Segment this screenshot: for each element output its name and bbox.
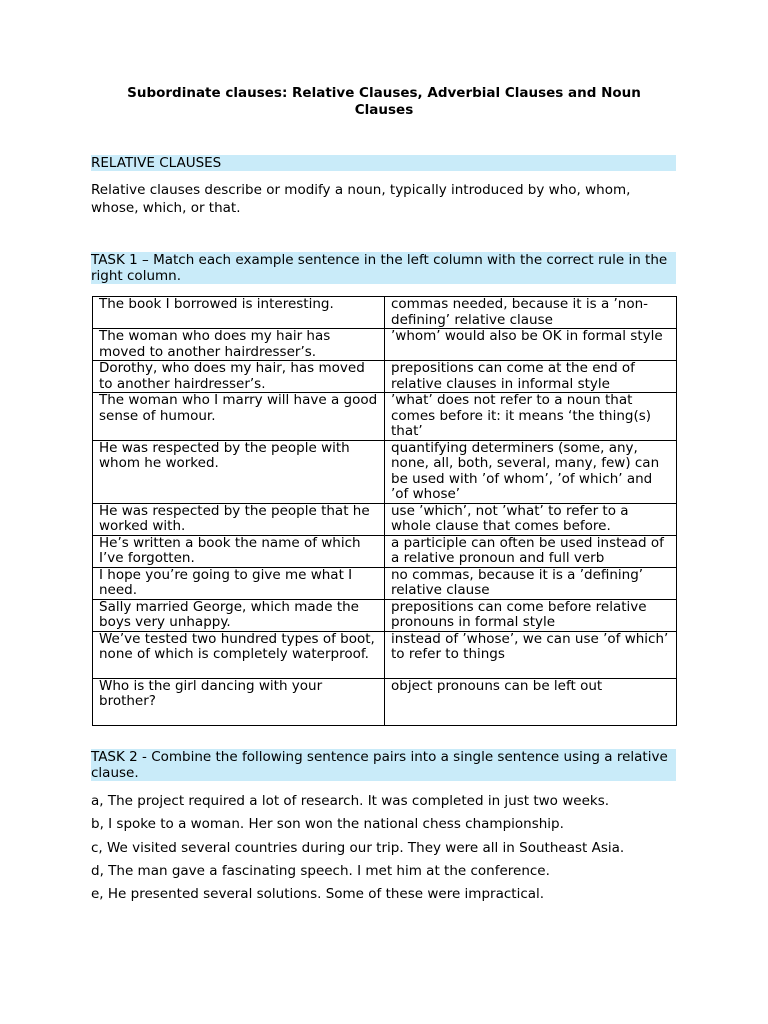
table-row [93, 567, 677, 599]
table-row [93, 599, 677, 631]
task2-instruction: TASK 2 - Combine the following sentence pairs into a single sentence using a relative clause. [91, 749, 676, 781]
table-row [93, 329, 677, 361]
table-row [93, 440, 677, 503]
example-cell: We’ve tested two hundred types of boot, none of which is completely waterproof. [93, 631, 385, 678]
table-row [93, 361, 677, 393]
rule-cell: ’what’ does not refer to a noun that comes before it: it means ‘the thing(s) that’ [385, 393, 677, 441]
task2-sentence: d, The man gave a fascinating speech. I met him at the conference. [91, 863, 550, 879]
intro-paragraph: Relative clauses describe or modify a noun, typically introduced by who, whom, whose, which, or that. [91, 182, 631, 216]
example-cell: He’s written a book the name of which I’ve forgotten. [93, 535, 385, 567]
rule-cell: ’whom’ would also be OK in formal style [385, 329, 677, 361]
rule-cell: use ’which’, not ’what’ to refer to a whole clause that comes before. [385, 503, 677, 535]
example-cell: Dorothy, who does my hair, has moved to another hairdresser’s. [93, 361, 385, 393]
example-cell: The woman who does my hair has moved to another hairdresser’s. [93, 329, 385, 361]
task1-matching-table [92, 296, 677, 726]
rule-cell: prepositions can come before relative pronouns in formal style [385, 599, 677, 631]
rule-cell: commas needed, because it is a ’non-defining’ relative clause [385, 297, 677, 329]
rule-cell: instead of ’whose’, we can use ’of which’ to refer to things [385, 631, 677, 678]
rule-cell: a participle can often be used instead of a relative pronoun and full verb [385, 535, 677, 567]
table-row [93, 297, 677, 329]
task2-sentence: b, I spoke to a woman. Her son won the national chess championship. [91, 816, 564, 832]
rule-cell: quantifying determiners (some, any, none, all, both, several, many, few) can be used with ’of whom’, ’of which’ and ’of whose’ [385, 440, 677, 503]
example-cell: I hope you’re going to give me what I need. [93, 567, 385, 599]
task2-sentence: e, He presented several solutions. Some of these were impractical. [91, 886, 545, 902]
document-title: Subordinate clauses: Relative Clauses, Adverbial Clauses and Noun Clauses [127, 85, 641, 118]
example-cell: Sally married George, which made the boys very unhappy. [93, 599, 385, 631]
rule-cell: prepositions can come at the end of relative clauses in informal style [385, 361, 677, 393]
table-row [93, 631, 677, 678]
table-row [93, 503, 677, 535]
section-heading-relative-clauses: RELATIVE CLAUSES [91, 155, 676, 171]
rule-cell: no commas, because it is a ’defining’ relative clause [385, 567, 677, 599]
task2-sentence: c, We visited several countries during our trip. They were all in Southeast Asia. [91, 840, 625, 856]
example-cell: The book I borrowed is interesting. [93, 297, 385, 329]
rule-cell: object pronouns can be left out [385, 678, 677, 725]
table-row [93, 678, 677, 725]
example-cell: He was respected by the people with whom he worked. [93, 440, 385, 503]
example-cell: The woman who I marry will have a good sense of humour. [93, 393, 385, 441]
table-row [93, 535, 677, 567]
example-cell: Who is the girl dancing with your brother? [93, 678, 385, 725]
table-row [93, 393, 677, 441]
task1-instruction: TASK 1 – Match each example sentence in the left column with the correct rule in the right column. [91, 252, 676, 284]
task2-sentence: a, The project required a lot of research. It was completed in just two weeks. [91, 793, 610, 809]
example-cell: He was respected by the people that he worked with. [93, 503, 385, 535]
